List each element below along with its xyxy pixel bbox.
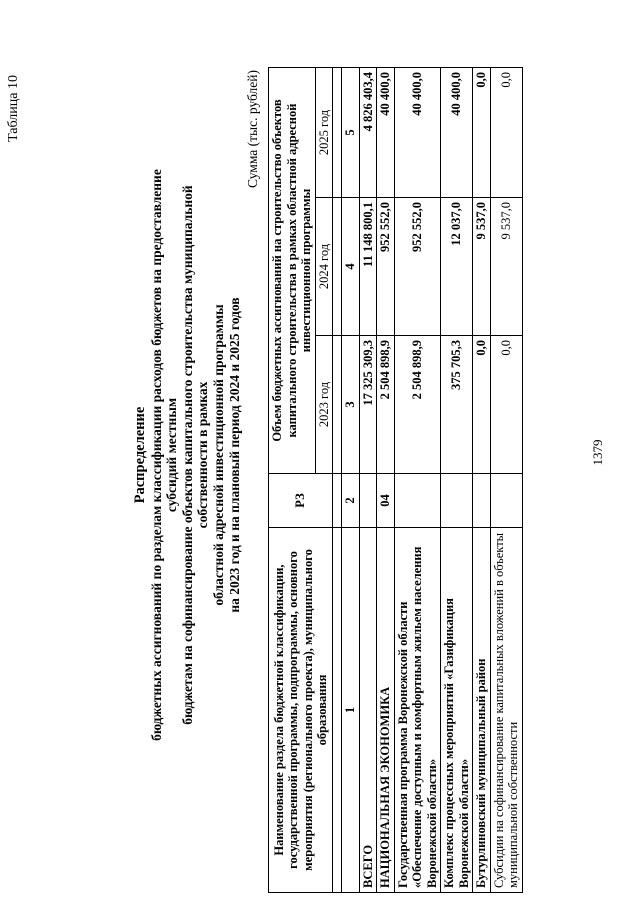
row-rz (359, 474, 377, 528)
row-2023: 0,0 (490, 336, 522, 474)
colnum-4: 4 (342, 198, 360, 336)
row-2023: 375 705,3 (441, 336, 473, 474)
row-2025: 4 826 403,4 (359, 68, 377, 198)
header-name: Наименование раздела бюджетной классификации, государственной программы, подпрограммы, основного мероприятия (регионального проекта), муниципального образования (269, 528, 333, 893)
row-rz (441, 474, 473, 528)
table-row (394, 68, 441, 893)
table-row (473, 68, 491, 893)
row-2025: 40 400,0 (394, 68, 441, 198)
row-2024: 12 037,0 (441, 198, 473, 336)
title-line: на 2023 год и на плановый период 2024 и 2025 годов (226, 297, 242, 613)
document-title (133, 155, 242, 755)
colnum-5: 5 (342, 68, 360, 198)
header-2025: 2025 год (315, 68, 333, 198)
header-2023: 2023 год (315, 336, 333, 474)
row-2024: 11 148 800,1 (359, 198, 377, 336)
row-2024: 952 552,0 (377, 198, 395, 336)
table-row (359, 68, 377, 893)
row-name: Комплекс процессных мероприятий «Газификация Воронежской области» (441, 528, 473, 893)
table-row (490, 68, 522, 893)
row-rz: 04 (377, 474, 395, 528)
row-name: Государственная программа Воронежской области «Обеспечение доступным и комфортным жильем населения Воронежской области» (394, 528, 441, 893)
table-row (377, 68, 395, 893)
row-rz (490, 474, 522, 528)
row-name: ВСЕГО (359, 528, 377, 893)
row-2023: 2 504 898,9 (394, 336, 441, 474)
title-heading: Распределение (132, 406, 148, 504)
page-number: 1379 (590, 439, 605, 466)
row-2025: 0,0 (473, 68, 491, 198)
header-row (269, 68, 316, 893)
row-2023: 17 325 309,3 (359, 336, 377, 474)
row-2025: 0,0 (490, 68, 522, 198)
row-rz (473, 474, 491, 528)
title-line: областной адресной инвестиционной программы (210, 304, 226, 606)
header-volume: Объем бюджетных ассигнований на строительство объектов капитального строительства в рамках областной адресной инвестиционной программы (269, 68, 316, 474)
row-name: Субсидии на софинансирование капитальных вложений в объекты муниципальной собственности (490, 528, 522, 893)
table-row (441, 68, 473, 893)
spacer-row (333, 68, 342, 893)
row-2023: 0,0 (473, 336, 491, 474)
row-rz (394, 474, 441, 528)
unit-note: Сумма (тыс. рублей) (245, 70, 260, 188)
title-line: бюджетам на софинансирование объектов капитального строительства муниципальной собственности в рамках (179, 185, 211, 725)
row-name: НАЦИОНАЛЬНАЯ ЭКОНОМИКА (377, 528, 395, 893)
row-2025: 40 400,0 (377, 68, 395, 198)
row-2023: 2 504 898,9 (377, 336, 395, 474)
table-label: Таблица 10 (6, 75, 21, 142)
row-2024: 9 537,0 (490, 198, 522, 336)
row-2024: 9 537,0 (473, 198, 491, 336)
row-2025: 40 400,0 (441, 68, 473, 198)
row-name: Бутурлиновский муниципальный район (473, 528, 491, 893)
row-2024: 952 552,0 (394, 198, 441, 336)
column-number-row (342, 68, 360, 893)
colnum-2: 2 (342, 474, 360, 528)
header-rz: РЗ (269, 474, 333, 528)
colnum-1: 1 (342, 528, 360, 893)
header-2024: 2024 год (315, 198, 333, 336)
colnum-3: 3 (342, 336, 360, 474)
budget-table (268, 67, 523, 893)
title-line: бюджетных ассигнований по разделам классификации расходов бюджетов на предоставление субсидий местным (148, 169, 180, 741)
